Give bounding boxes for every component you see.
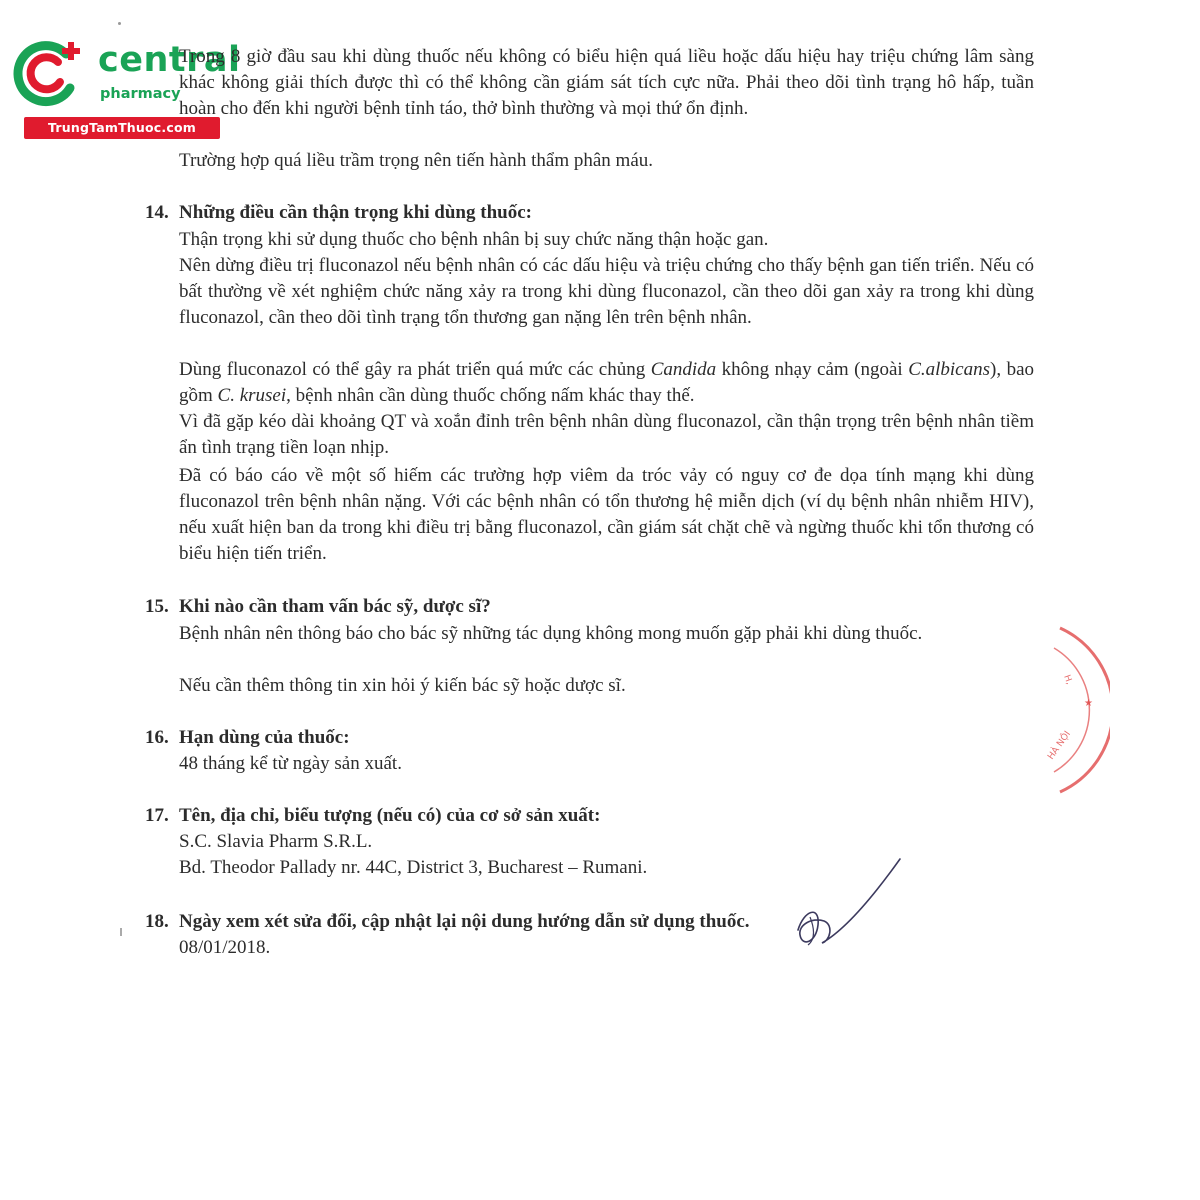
section-title: Hạn dùng của thuốc:	[179, 727, 350, 748]
s14-paragraph-1: Thận trọng khi sử dụng thuốc cho bệnh nhân bị suy chức năng thận hoặc gan.	[179, 229, 769, 250]
scan-dot	[118, 22, 121, 25]
revision-date: 08/01/2018.	[179, 937, 271, 958]
section-17-heading	[145, 803, 1025, 829]
s14-p3-text-d: , bệnh nhân cần dùng thuốc chống nấm khác thay thế.	[286, 385, 695, 406]
section-number: 14.	[145, 202, 169, 223]
section-title: Những điều cần thận trọng khi dùng thuốc:	[179, 202, 532, 223]
s14-paragraph-2: Nên dừng điều trị fluconazol nếu bệnh nhân có các dấu hiệu và triệu chứng cho thấy bệnh gan tiến triển. Nếu có bất thường về xét nghiệm chức năng xảy ra trong khi dùng fluconazol, cần theo dõi gan xảy ra trong khi dùng fluconazol, cần theo dõi tình trạng tổn thương gan nặng lên trên bệnh nhân.	[179, 255, 1034, 328]
s16-paragraph-1: 48 tháng kể từ ngày sản xuất.	[179, 753, 402, 774]
section-number: 15.	[145, 596, 169, 617]
section-number: 17.	[145, 805, 169, 826]
krusei-term: C. krusei	[217, 385, 287, 406]
s14-paragraph-5: Đã có báo cáo về một số hiếm các trường hợp viêm da tróc vảy có nguy cơ đe dọa tính mạng khi dùng fluconazol trên bệnh nhân nặng. Với các bệnh nhân có tổn thương hệ miễn dịch (ví dụ bệnh nhân nhiễm HIV), nếu xuất hiện ban da trong khi điều trị bằng fluconazol, cần giám sát chặt chẽ và ngừng thuốc khi tổn thương có biểu hiện tiến triển.	[179, 465, 1034, 564]
s14-p3-text-a: Dùng fluconazol có thể gây ra phát triển quá mức các chủng	[179, 359, 651, 380]
scan-mark	[120, 928, 122, 936]
stamp-text: HÀ NỘI	[1046, 729, 1073, 762]
logo-url-banner[interactable]: TrungTamThuoc.com	[24, 117, 220, 139]
s14-p3-text-b: không nhạy cảm (ngoài	[716, 359, 909, 380]
svg-text:H,: H,	[1061, 673, 1074, 687]
s14-paragraph-3	[179, 357, 1034, 409]
section-16-heading	[145, 725, 1025, 751]
section-title: Ngày xem xét sửa đổi, cập nhật lại nội dung hướng dẫn sử dụng thuốc.	[179, 911, 750, 932]
red-stamp-seal	[1040, 620, 1110, 800]
overdose-dialysis-line: Trường hợp quá liều trầm trọng nên tiến hành thẩm phân máu.	[179, 150, 653, 171]
s14-paragraph-4: Vì đã gặp kéo dài khoảng QT và xoắn đỉnh trên bệnh nhân dùng fluconazol, cần thận trọng trên bệnh nhân tiềm ẩn tình trạng tiền loạn nhịp.	[179, 411, 1034, 458]
section-number: 16.	[145, 727, 169, 748]
section-number: 18.	[145, 911, 169, 932]
pharmacy-cross-logo-icon	[10, 38, 90, 108]
logo-name: central	[98, 40, 241, 80]
candida-term: Candida	[650, 359, 717, 380]
calbicans-term: C.albicans	[908, 359, 991, 380]
manufacturer-name: S.C. Slavia Pharm S.R.L.	[179, 831, 373, 852]
s15-paragraph-2: Nếu cần thêm thông tin xin hỏi ý kiến bác sỹ hoặc dược sĩ.	[179, 675, 626, 696]
section-14-heading	[145, 200, 1025, 226]
svg-text:★: ★	[1084, 698, 1093, 709]
overdose-monitoring-paragraph: Trong 8 giờ đầu sau khi dùng thuốc nếu không có biểu hiện quá liều hoặc dấu hiệu hay triệu chứng lâm sàng khác không giải thích được thì có thể không cần giám sát tích cực nữa. Phải theo dõi tình trạng hô hấp, tuần hoàn cho đến khi người bệnh tỉnh táo, thở bình thường và mọi thứ ổn định.	[179, 46, 1034, 119]
s14-p3-text-c: ), bao gồm	[179, 359, 1035, 406]
section-title: Tên, địa chỉ, biểu tượng (nếu có) của cơ sở sản xuất:	[179, 805, 601, 826]
manufacturer-address: Bd. Theodor Pallady nr. 44C, District 3, Bucharest – Rumani.	[179, 857, 648, 878]
section-title: Khi nào cần tham vấn bác sỹ, dược sĩ?	[179, 596, 491, 617]
signature-mark	[790, 855, 920, 955]
logo-subtitle: pharmacy	[100, 86, 181, 102]
section-15-heading	[145, 594, 1025, 620]
s15-paragraph-1: Bệnh nhân nên thông báo cho bác sỹ những tác dụng không mong muốn gặp phải khi dùng thuốc.	[179, 623, 923, 644]
